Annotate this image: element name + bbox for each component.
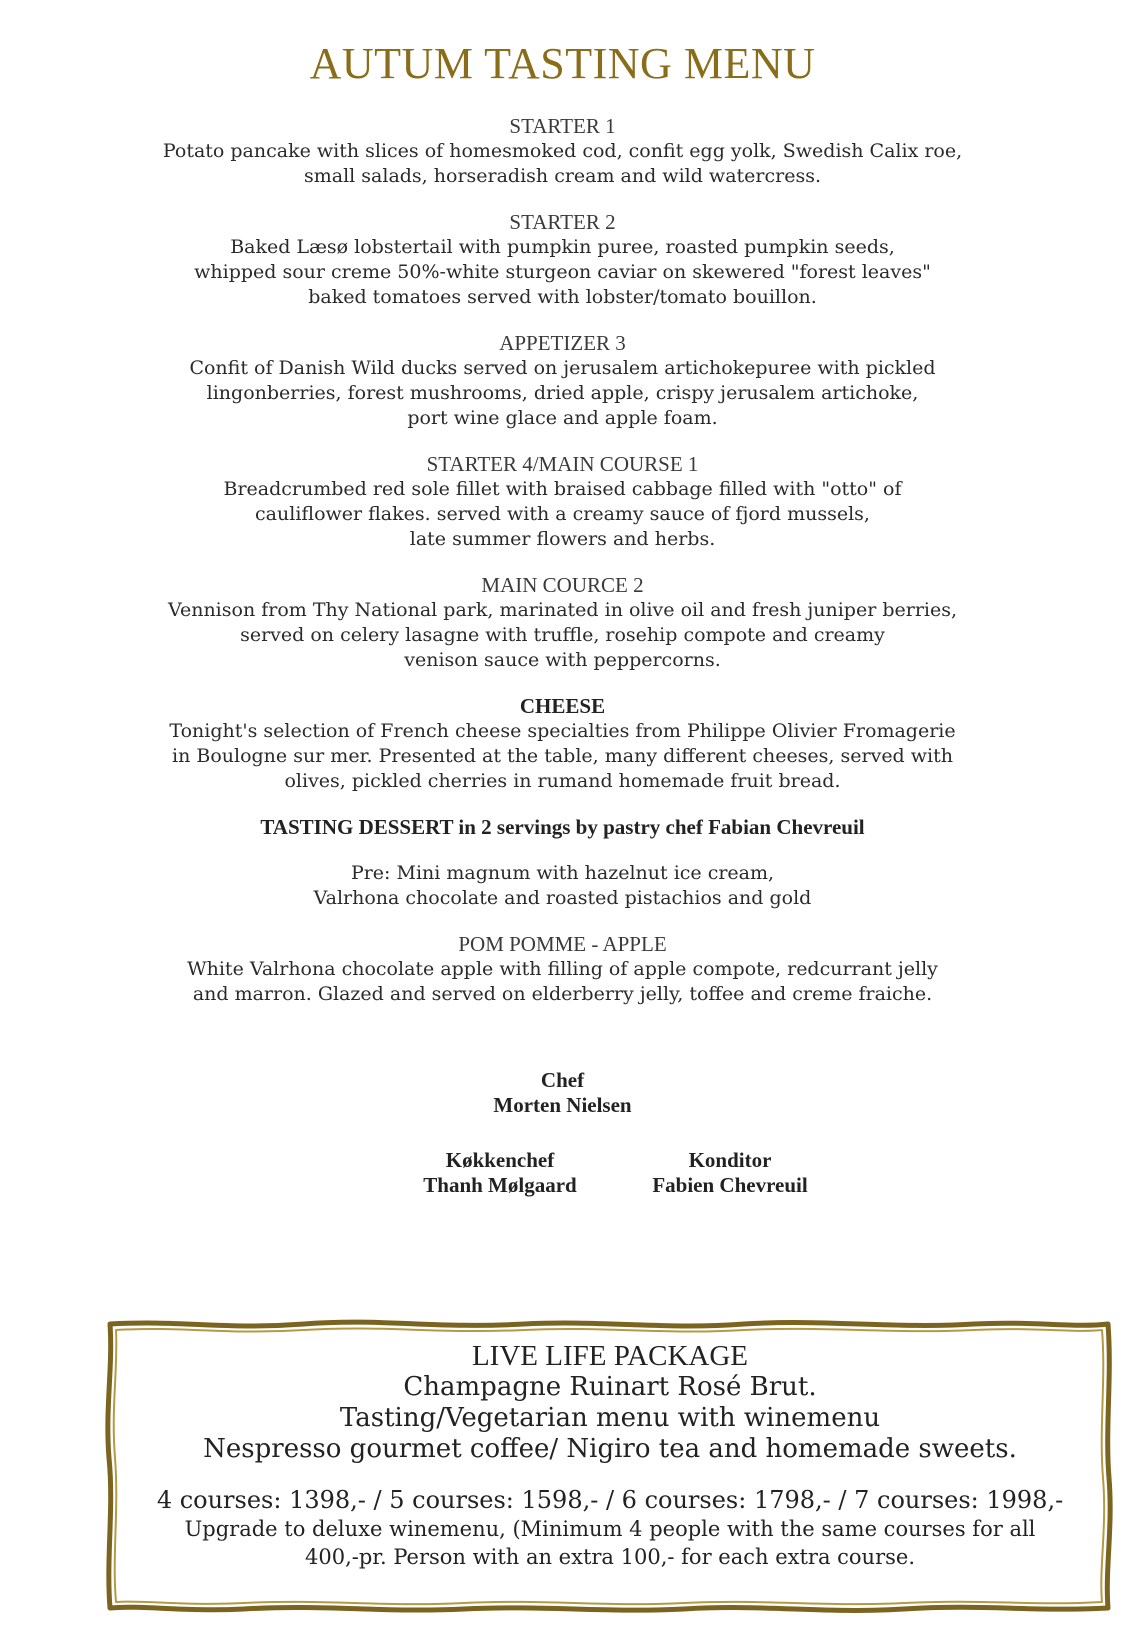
course-title: STARTER 2 bbox=[509, 210, 616, 234]
course-description-line: whipped sour creme 50%-white sturgeon caviar on skewered "forest leaves" bbox=[194, 261, 931, 283]
pastry-chef-name: Fabien Chevreuil bbox=[652, 1173, 808, 1197]
package-title: LIVE LIFE PACKAGE bbox=[471, 1340, 749, 1372]
course-title: MAIN COURCE 2 bbox=[481, 573, 644, 597]
course-description-line: lingonberries, forest mushrooms, dried apple, crispy jerusalem artichoke, bbox=[206, 382, 919, 404]
course-description-line: baked tomatoes served with lobster/tomato bouillon. bbox=[308, 286, 817, 308]
course-description-line: Valrhona chocolate and roasted pistachios and gold bbox=[313, 887, 812, 909]
course-title: CHEESE bbox=[519, 694, 606, 718]
course-description-line: Breadcrumbed red sole fillet with braised cabbage filled with "otto" of bbox=[223, 478, 902, 500]
package-line: Tasting/Vegetarian menu with winemenu bbox=[339, 1403, 881, 1433]
course-description-line: venison sauce with peppercorns. bbox=[404, 649, 721, 671]
course-description-line: Baked Læsø lobstertail with pumpkin puree, roasted pumpkin seeds, bbox=[230, 236, 895, 258]
package-line: Champagne Ruinart Rosé Brut. bbox=[403, 1372, 817, 1402]
course-main-2 bbox=[0, 573, 1125, 673]
course-title: STARTER 1 bbox=[509, 114, 616, 138]
course-cheese bbox=[0, 694, 1125, 794]
page-title: AUTUM TASTING MENU bbox=[309, 39, 816, 88]
course-title: APPETIZER 3 bbox=[499, 331, 626, 355]
course-starter-2 bbox=[0, 210, 1125, 310]
package-prices: 4 courses: 1398,- / 5 courses: 1598,- / 6 courses: 1798,- / 7 courses: 1998,- bbox=[156, 1486, 1064, 1514]
course-description-line: Potato pancake with slices of homesmoked cod, confit egg yolk, Swedish Calix roe, bbox=[162, 140, 963, 162]
course-description-line: port wine glace and apple foam. bbox=[407, 407, 718, 429]
package-upgrade-line: 400,-pr. Person with an extra 100,- for each extra course. bbox=[304, 1545, 915, 1569]
chef-name: Morten Nielsen bbox=[493, 1093, 632, 1117]
course-description-line: and marron. Glazed and served on elderberry jelly, toffee and creme fraiche. bbox=[192, 983, 933, 1005]
course-description-line: in Boulogne sur mer. Presented at the table, many different cheeses, served with bbox=[172, 745, 953, 767]
course-description-line: Tonight's selection of French cheese specialties from Philippe Olivier Fromagerie bbox=[169, 720, 956, 742]
pastry-chef-signature bbox=[620, 1148, 840, 1198]
live-life-package bbox=[120, 1340, 1100, 1571]
course-description-line: Pre: Mini magnum with hazelnut ice cream, bbox=[350, 862, 775, 884]
kitchen-chef-role: Køkkenchef bbox=[445, 1148, 555, 1172]
course-title: POM POMME - APPLE bbox=[458, 932, 667, 956]
kitchen-chef-name: Thanh Mølgaard bbox=[423, 1173, 577, 1197]
dessert-pre bbox=[0, 861, 1125, 911]
dessert-pom-pomme bbox=[0, 932, 1125, 1007]
package-upgrade-line: Upgrade to deluxe winemenu, (Minimum 4 people with the same courses for all bbox=[184, 1517, 1036, 1541]
course-starter-4-main-1 bbox=[0, 452, 1125, 552]
course-starter-1 bbox=[0, 114, 1125, 189]
course-title: STARTER 4/MAIN COURSE 1 bbox=[426, 452, 699, 476]
menu-body bbox=[0, 114, 1125, 1028]
course-description-line: Confit of Danish Wild ducks served on jerusalem artichokepuree with pickled bbox=[189, 357, 936, 379]
kitchen-chef-signature bbox=[390, 1148, 610, 1198]
course-description-line: cauliflower flakes. served with a creamy sauce of fjord mussels, bbox=[255, 503, 870, 525]
chef-role: Chef bbox=[540, 1068, 585, 1092]
course-description-line: olives, pickled cherries in rumand homemade fruit bread. bbox=[284, 770, 841, 792]
course-description-line: Vennison from Thy National park, marinated in olive oil and fresh juniper berries, bbox=[167, 599, 958, 621]
chef-signature bbox=[0, 1068, 1125, 1118]
course-description-line: served on celery lasagne with truffle, rosehip compote and creamy bbox=[240, 624, 885, 646]
course-description-line: White Valrhona chocolate apple with filling of apple compote, redcurrant jelly bbox=[187, 958, 938, 980]
course-appetizer-3 bbox=[0, 331, 1125, 431]
course-description-line: late summer flowers and herbs. bbox=[409, 528, 716, 550]
dessert-title: TASTING DESSERT in 2 servings by pastry chef Fabian Chevreuil bbox=[260, 815, 865, 839]
package-line: Nespresso gourmet coffee/ Nigiro tea and homemade sweets. bbox=[203, 1434, 1017, 1464]
course-description-line: small salads, horseradish cream and wild watercress. bbox=[304, 165, 821, 187]
pastry-chef-role: Konditor bbox=[688, 1148, 772, 1172]
